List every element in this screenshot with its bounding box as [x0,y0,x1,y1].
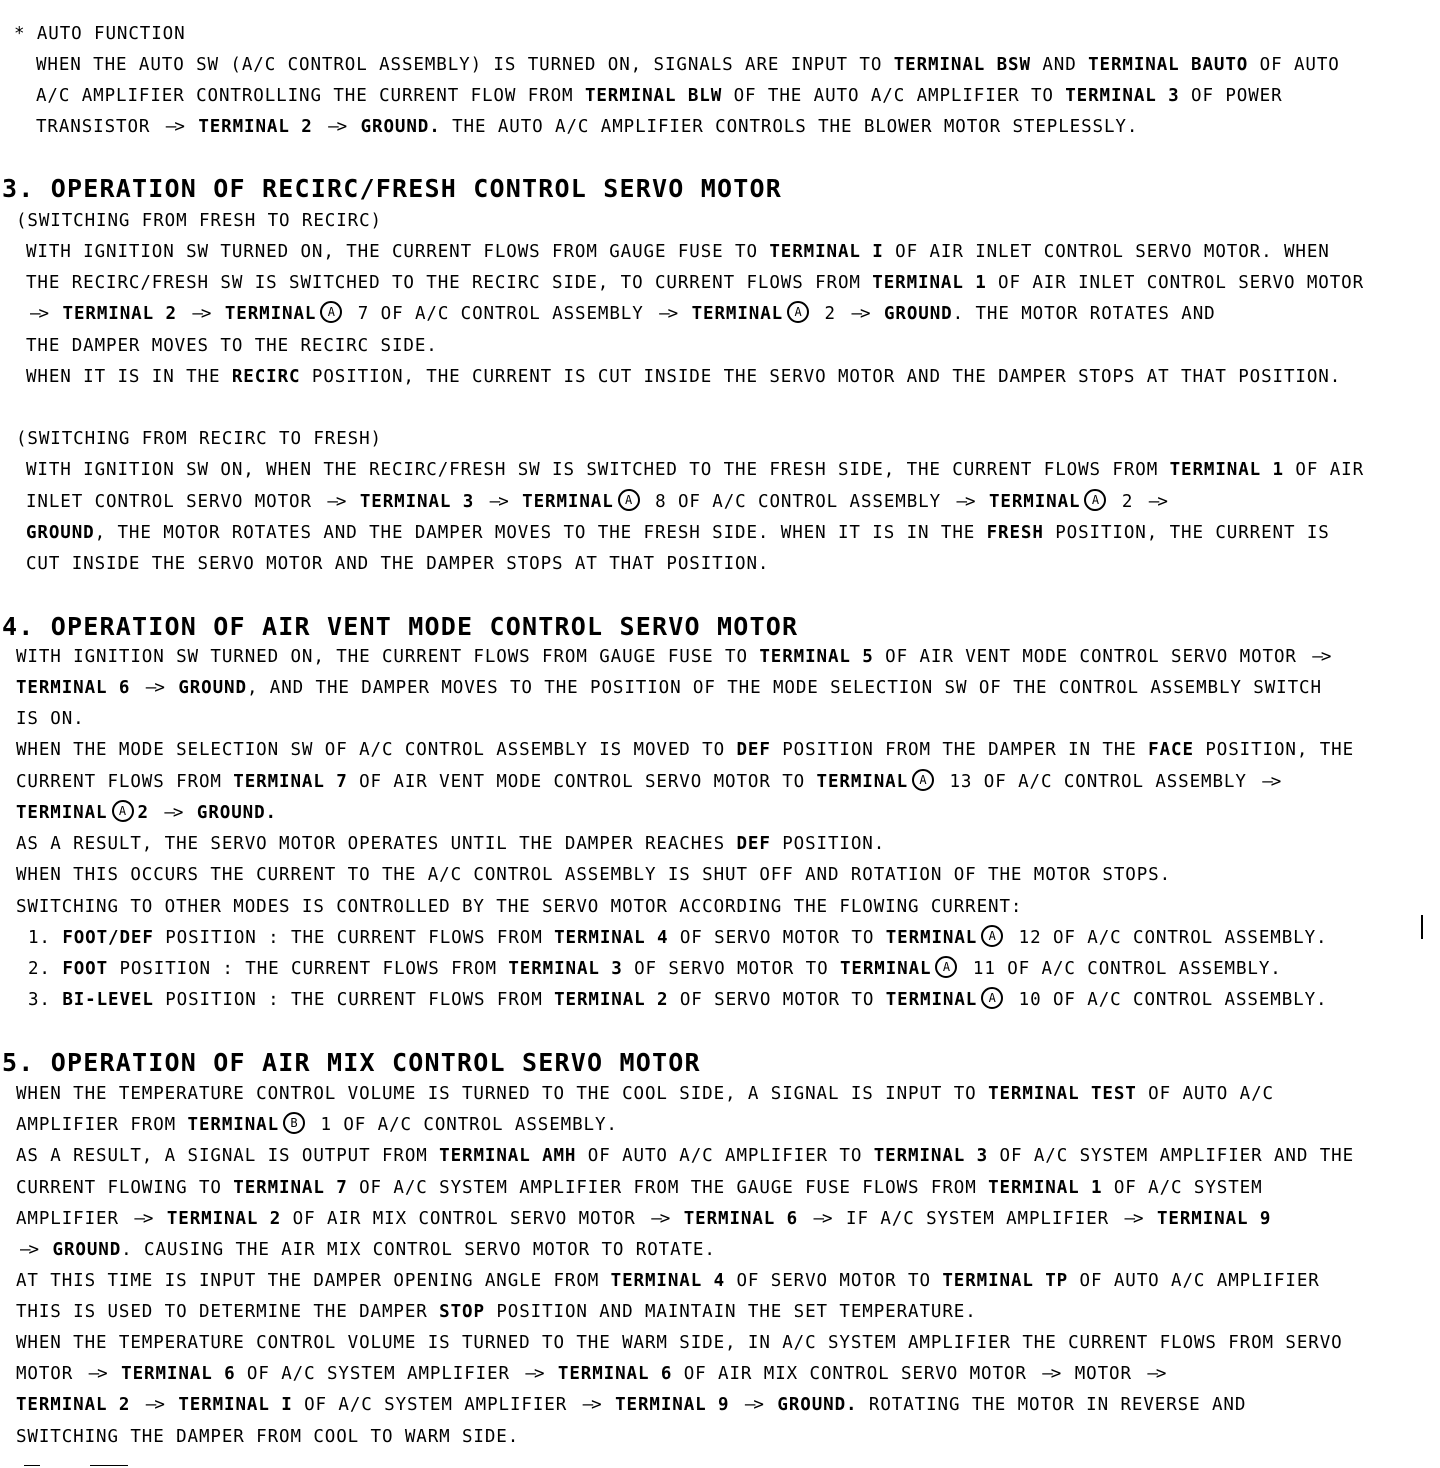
arrow-icon: —> [88,1364,106,1384]
section-4-line: AS A RESULT, THE SERVO MOTOR OPERATES UNTIL THE DAMPER REACHES DEF POSITION. [16,834,886,854]
section-3-line: WITH IGNITION SW TURNED ON, THE CURRENT FLOWS FROM GAUGE FUSE TO TERMINAL I OF AIR INLET CONTROL SERVO MOTOR. WHEN [26,242,1330,262]
section-3-line: GROUND, THE MOTOR ROTATES AND THE DAMPER MOVES TO THE FRESH SIDE. WHEN IT IS IN THE FRESH POSITION, THE CURRENT IS [26,523,1330,543]
scan-mark [24,1465,40,1466]
connector-a-icon: A [787,301,809,323]
arrow-icon: —> [1262,772,1280,792]
scan-mark [1421,915,1423,939]
section-5-line: CURRENT FLOWING TO TERMINAL 7 OF A/C SYSTEM AMPLIFIER FROM THE GAUGE FUSE FLOWS FROM TERMINAL 1 OF A/C SYSTEM [16,1178,1263,1198]
section-5-line: WHEN THE TEMPERATURE CONTROL VOLUME IS TURNED TO THE COOL SIDE, A SIGNAL IS INPUT TO TERMINAL TEST OF AUTO A/C [16,1084,1274,1104]
arrow-icon: —> [813,1209,831,1229]
section-3-line: WHEN IT IS IN THE RECIRC POSITION, THE CURRENT IS CUT INSIDE THE SERVO MOTOR AND THE DAMPER STOPS AT THAT POSITION. [26,367,1342,387]
arrow-icon: —> [165,117,183,137]
section-3-line: INLET CONTROL SERVO MOTOR —> TERMINAL 3 —> TERMINAL A 8 OF A/C CONTROL ASSEMBLY —> TERMINAL A 2 —> [26,491,1170,513]
arrow-icon: —> [525,1364,543,1384]
section-4-line: TERMINAL 6 —> GROUND, AND THE DAMPER MOVES TO THE POSITION OF THE MODE SELECTION SW OF THE CONTROL ASSEMBLY SWITCH [16,678,1322,698]
section-5-line: MOTOR —> TERMINAL 6 OF A/C SYSTEM AMPLIFIER —> TERMINAL 6 OF AIR MIX CONTROL SERVO MOTOR —> MOTOR —> [16,1364,1165,1384]
section-4-line: WITH IGNITION SW TURNED ON, THE CURRENT FLOWS FROM GAUGE FUSE TO TERMINAL 5 OF AIR VENT MODE CONTROL SERVO MOTOR —> [16,647,1330,667]
arrow-icon: —> [328,117,346,137]
arrow-icon: —> [1147,1364,1165,1384]
arrow-icon: —> [20,1240,38,1260]
section-5-line: AMPLIFIER —> TERMINAL 2 OF AIR MIX CONTROL SERVO MOTOR —> TERMINAL 6 —> IF A/C SYSTEM AMPLIFIER —> TERMINAL 9 [16,1209,1272,1229]
arrow-icon: —> [659,304,677,324]
section-4-line: IS ON. [16,709,85,729]
section-4-line: WHEN THE MODE SELECTION SW OF A/C CONTROL ASSEMBLY IS MOVED TO DEF POSITION FROM THE DAMPER IN THE FACE POSITION, THE [16,740,1355,760]
connector-a-icon: A [618,489,640,511]
arrow-icon: —> [164,803,182,823]
section-5-line: SWITCHING THE DAMPER FROM COOL TO WARM SIDE. [16,1427,520,1447]
arrow-icon: —> [1042,1364,1060,1384]
section-4-list-item: 1. FOOT/DEF POSITION : THE CURRENT FLOWS FROM TERMINAL 4 OF SERVO MOTOR TO TERMINAL A 12 OF A/C CONTROL ASSEMBLY. [28,927,1327,949]
section-4-line: CURRENT FLOWS FROM TERMINAL 7 OF AIR VENT MODE CONTROL SERVO MOTOR TO TERMINAL A 13 OF A/C CONTROL ASSEMBLY —> [16,771,1283,793]
section-5-heading: 5. OPERATION OF AIR MIX CONTROL SERVO MOTOR [2,1048,701,1077]
arrow-icon: —> [489,492,507,512]
section-4-line: WHEN THIS OCCURS THE CURRENT TO THE A/C CONTROL ASSEMBLY IS SHUT OFF AND ROTATION OF THE MOTOR STOPS. [16,865,1172,885]
arrow-icon: —> [851,304,869,324]
section-5-line: THIS IS USED TO DETERMINE THE DAMPER STOP POSITION AND MAINTAIN THE SET TEMPERATURE. [16,1302,977,1322]
section-3-heading: 3. OPERATION OF RECIRC/FRESH CONTROL SERVO MOTOR [2,174,783,203]
section-4-list-item: 2. FOOT POSITION : THE CURRENT FLOWS FROM TERMINAL 3 OF SERVO MOTOR TO TERMINAL A 11 OF A/C CONTROL ASSEMBLY. [28,958,1282,980]
section-4-line: SWITCHING TO OTHER MODES IS CONTROLLED BY THE SERVO MOTOR ACCORDING THE FLOWING CURRENT: [16,897,1023,917]
section-3-subheading: (SWITCHING FROM RECIRC TO FRESH) [16,429,382,449]
arrow-icon: —> [145,678,163,698]
arrow-icon: —> [582,1395,600,1415]
connector-a-icon: A [320,301,342,323]
section-5-line: AT THIS TIME IS INPUT THE DAMPER OPENING ANGLE FROM TERMINAL 4 OF SERVO MOTOR TO TERMINAL TP OF AUTO A/C AMPLIFIER [16,1271,1320,1291]
auto-function-title: * AUTO FUNCTION [14,24,186,44]
arrow-icon: —> [30,304,48,324]
auto-function-line: TRANSISTOR —> TERMINAL 2 —> GROUND. THE AUTO A/C AMPLIFIER CONTROLS THE BLOWER MOTOR STEPLESSLY. [36,117,1139,137]
section-5-line: —> GROUND. CAUSING THE AIR MIX CONTROL SERVO MOTOR TO ROTATE. [20,1240,716,1260]
section-3-line: WITH IGNITION SW ON, WHEN THE RECIRC/FRESH SW IS SWITCHED TO THE FRESH SIDE, THE CURRENT FLOWS FROM TERMINAL 1 OF AIR [26,460,1365,480]
section-5-line: AS A RESULT, A SIGNAL IS OUTPUT FROM TERMINAL AMH OF AUTO A/C AMPLIFIER TO TERMINAL 3 OF A/C SYSTEM AMPLIFIER AND THE [16,1146,1355,1166]
arrow-icon: —> [1312,647,1330,667]
auto-function-line: A/C AMPLIFIER CONTROLLING THE CURRENT FLOW FROM TERMINAL BLW OF THE AUTO A/C AMPLIFIER TO TERMINAL 3 OF POWER [36,86,1283,106]
connector-a-icon: A [1084,489,1106,511]
section-4-line: TERMINAL A 2 —> GROUND. [16,802,277,824]
connector-a-icon: A [112,800,134,822]
section-3-line: CUT INSIDE THE SERVO MOTOR AND THE DAMPER STOPS AT THAT POSITION. [26,554,770,574]
scan-mark [90,1465,128,1466]
section-3-line: THE DAMPER MOVES TO THE RECIRC SIDE. [26,336,438,356]
arrow-icon: —> [134,1209,152,1229]
arrow-icon: —> [1124,1209,1142,1229]
section-5-line: WHEN THE TEMPERATURE CONTROL VOLUME IS TURNED TO THE WARM SIDE, IN A/C SYSTEM AMPLIFIER THE CURRENT FLOWS FROM SERVO [16,1333,1343,1353]
arrow-icon: —> [956,492,974,512]
connector-a-icon: A [912,769,934,791]
arrow-icon: —> [651,1209,669,1229]
arrow-icon: —> [145,1395,163,1415]
connector-a-icon: A [981,925,1003,947]
section-3-line: —> TERMINAL 2 —> TERMINAL A 7 OF A/C CONTROL ASSEMBLY —> TERMINAL A 2 —> GROUND. THE MOTOR ROTATES AND [26,303,1216,325]
section-5-line: AMPLIFIER FROM TERMINAL B 1 OF A/C CONTROL ASSEMBLY. [16,1114,618,1136]
arrow-icon: —> [192,304,210,324]
section-4-heading: 4. OPERATION OF AIR VENT MODE CONTROL SERVO MOTOR [2,612,799,641]
arrow-icon: —> [744,1395,762,1415]
connector-a-icon: A [981,987,1003,1009]
connector-a-icon: A [935,956,957,978]
section-3-subheading: (SWITCHING FROM FRESH TO RECIRC) [16,211,382,231]
section-4-list-item: 3. BI-LEVEL POSITION : THE CURRENT FLOWS FROM TERMINAL 2 OF SERVO MOTOR TO TERMINAL A 10 OF A/C CONTROL ASSEMBLY. [28,989,1327,1011]
arrow-icon: —> [327,492,345,512]
auto-function-line: WHEN THE AUTO SW (A/C CONTROL ASSEMBLY) IS TURNED ON, SIGNALS ARE INPUT TO TERMINAL BSW AND TERMINAL BAUTO OF AUTO [36,55,1340,75]
section-5-line: TERMINAL 2 —> TERMINAL I OF A/C SYSTEM AMPLIFIER —> TERMINAL 9 —> GROUND. ROTATING THE MOTOR IN REVERSE AND [16,1395,1247,1415]
arrow-icon: —> [1148,492,1166,512]
connector-b-icon: B [283,1112,305,1134]
section-3-line: THE RECIRC/FRESH SW IS SWITCHED TO THE RECIRC SIDE, TO CURRENT FLOWS FROM TERMINAL 1 OF AIR INLET CONTROL SERVO MOTOR [26,273,1365,293]
